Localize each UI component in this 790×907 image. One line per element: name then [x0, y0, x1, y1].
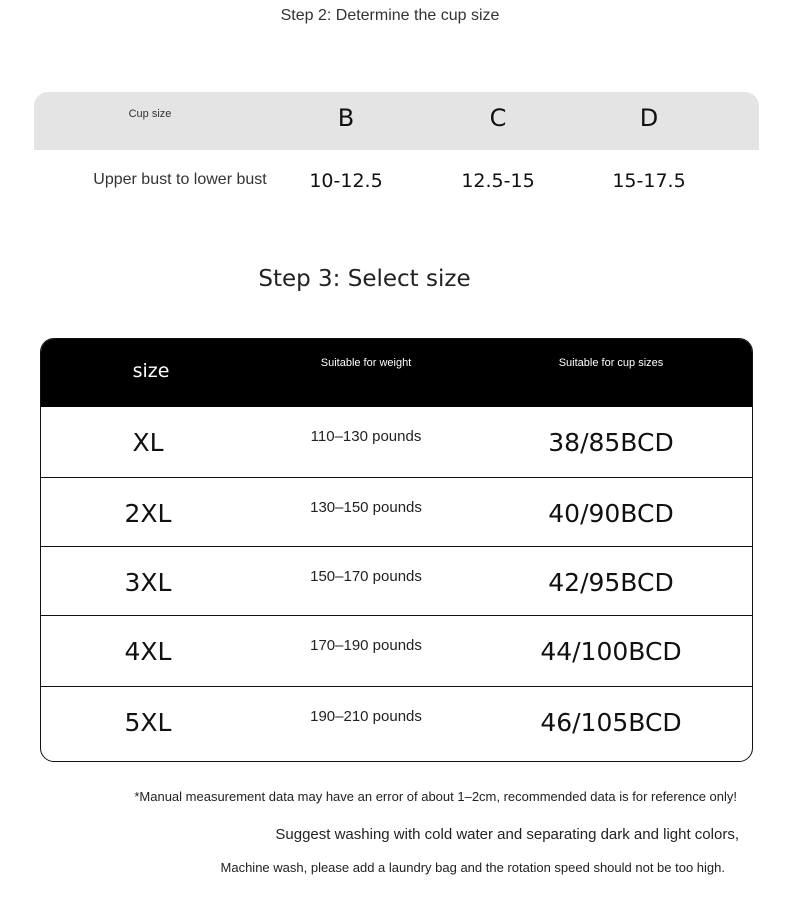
table-row	[41, 477, 752, 547]
washing-note: Suggest washing with cold water and separating dark and light colors,	[275, 826, 739, 843]
cup-size-row	[34, 150, 759, 212]
size-table-header	[41, 339, 752, 407]
size-table	[40, 338, 753, 762]
cup-sizes-column-header: Suitable for cup sizes	[558, 357, 664, 369]
size-column-header: size	[132, 360, 170, 382]
cup-sizes-value: 40/90BCD	[548, 499, 674, 528]
size-value: XL	[132, 428, 164, 457]
cup-header-d: D	[639, 104, 659, 132]
cup-range-d: 15-17.5	[612, 170, 686, 192]
weight-value: 110–130 pounds	[310, 428, 422, 445]
cup-size-header-label: Cup size	[128, 108, 172, 120]
step2-title: Step 2: Determine the cup size	[280, 7, 500, 24]
weight-value: 190–210 pounds	[310, 708, 422, 725]
size-value: 3XL	[124, 568, 172, 597]
size-value: 5XL	[124, 708, 172, 737]
cup-sizes-value: 46/105BCD	[540, 708, 682, 737]
cup-range-b: 10-12.5	[309, 170, 383, 192]
table-row	[41, 546, 752, 616]
weight-value: 130–150 pounds	[310, 499, 422, 516]
machine-wash-note: Machine wash, please add a laundry bag and the rotation speed should not be too high.	[220, 860, 725, 875]
size-value: 4XL	[124, 637, 172, 666]
cup-size-table	[34, 92, 759, 212]
cup-row-label: Upper bust to lower bust	[93, 171, 267, 188]
cup-size-table-header	[34, 92, 759, 150]
weight-column-header: Suitable for weight	[320, 357, 412, 369]
cup-range-c: 12.5-15	[461, 170, 535, 192]
cup-sizes-value: 38/85BCD	[548, 428, 674, 457]
cup-header-b: B	[337, 104, 355, 132]
step3-title: Step 3: Select size	[258, 266, 471, 292]
cup-sizes-value: 42/95BCD	[548, 568, 674, 597]
table-row	[41, 686, 752, 762]
measurement-error-note: *Manual measurement data may have an error of about 1–2cm, recommended data is for reference only!	[134, 789, 737, 804]
size-value: 2XL	[124, 499, 172, 528]
table-row	[41, 407, 752, 476]
cup-header-c: C	[489, 104, 507, 132]
weight-value: 170–190 pounds	[310, 637, 422, 654]
table-row	[41, 615, 752, 685]
cup-sizes-value: 44/100BCD	[540, 637, 682, 666]
weight-value: 150–170 pounds	[310, 568, 422, 585]
